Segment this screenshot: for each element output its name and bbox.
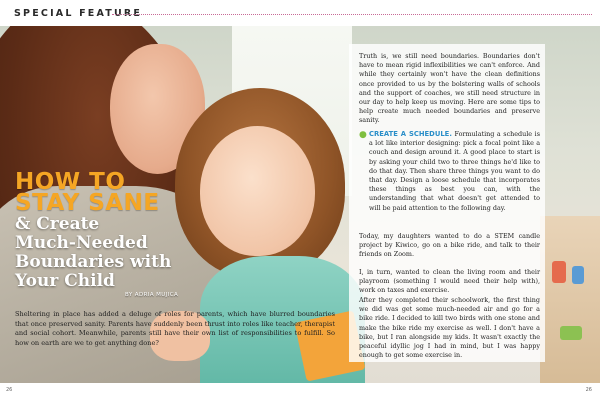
subtitle-line-4: Your Child xyxy=(15,271,115,291)
tip-text: Formulating a schedule is a lot like interior designing: pick a focal point like a couch and design around it. A good place to start is by asking your child two to three things he'd like to do that day. Then share three things you want to do that day. Design a loose schedule that incorporates these things as best you can, with the understanding that what doesn't get attended to will be paid attention to the following day. xyxy=(369,130,540,212)
paragraph-text: Truth is, we still need boundaries. Boundaries don't have to mean rigid inflexibilities we can't enforce. And while they certainly won't have the clean definitions once provided to us by the bolstering walls of schools and the support of coaches, we still need structure in our day to help keep us moving. Here are some tips to help create much needed boundaries and preserve sanity. xyxy=(359,52,540,125)
title-line-2: STAY SANE xyxy=(15,190,160,216)
photo-child-face xyxy=(200,126,315,256)
tip-heading: CREATE A SCHEDULE. xyxy=(369,130,452,138)
bullet-dot-icon: ● xyxy=(359,130,367,140)
page-footer xyxy=(0,383,600,403)
section-label: SPECIAL FEATURE xyxy=(14,8,143,19)
photo-toy-green xyxy=(560,326,582,340)
body-paragraph-3 xyxy=(359,268,540,296)
intro-paragraph: Sheltering in place has added a deluge of roles for parents, which have blurred boundaries that once preserved sanity. Parents have suddenly been thrust into roles like teacher, therapist and social cohort. Meanwhile, parents still have their own list of responsibilities to fulfill. So how on earth are we to get anything done? xyxy=(15,310,335,347)
page-number-right: 26 xyxy=(585,387,592,393)
page-header xyxy=(0,0,600,26)
article-title xyxy=(15,169,195,291)
paragraph-text: After they completed their schoolwork, the first thing we did was get some much-needed air and go for a bike ride. I decided to kill two birds with one stone and make the bike ride my exercise as well. I don't have a bike, but I ran alongside my kids. It wasn't exactly the peaceful idyllic jog I had in mind, but I was happy enough to get some exercise in. xyxy=(359,296,540,360)
subtitle-line-2: Much-Needed xyxy=(15,233,148,253)
photo-shelf xyxy=(540,216,600,383)
body-paragraph-1 xyxy=(359,52,540,126)
author-byline: BY ADRIA MUJICA xyxy=(125,292,179,298)
body-paragraph-2 xyxy=(359,232,540,260)
body-paragraph-4 xyxy=(359,296,540,360)
photo-toy-blue xyxy=(572,266,584,284)
paragraph-text: I, in turn, wanted to clean the living room and their playroom (something I would need their help with), work on taxes and exercise. xyxy=(359,268,540,295)
tip-body xyxy=(369,130,540,213)
page-number-left: 26 xyxy=(6,387,13,393)
title-line-1: HOW TO xyxy=(15,169,126,195)
photo-toy-red xyxy=(552,261,566,283)
tip-create-schedule xyxy=(359,130,540,213)
subtitle-line-1: & Create xyxy=(15,214,100,234)
paragraph-text: Today, my daughters wanted to do a STEM candle project by Kiwico, go on a bike ride, and talk to their friends on Zoom. xyxy=(359,232,540,259)
subtitle-line-3: Boundaries with xyxy=(15,252,172,272)
header-dotted-rule xyxy=(112,14,592,15)
